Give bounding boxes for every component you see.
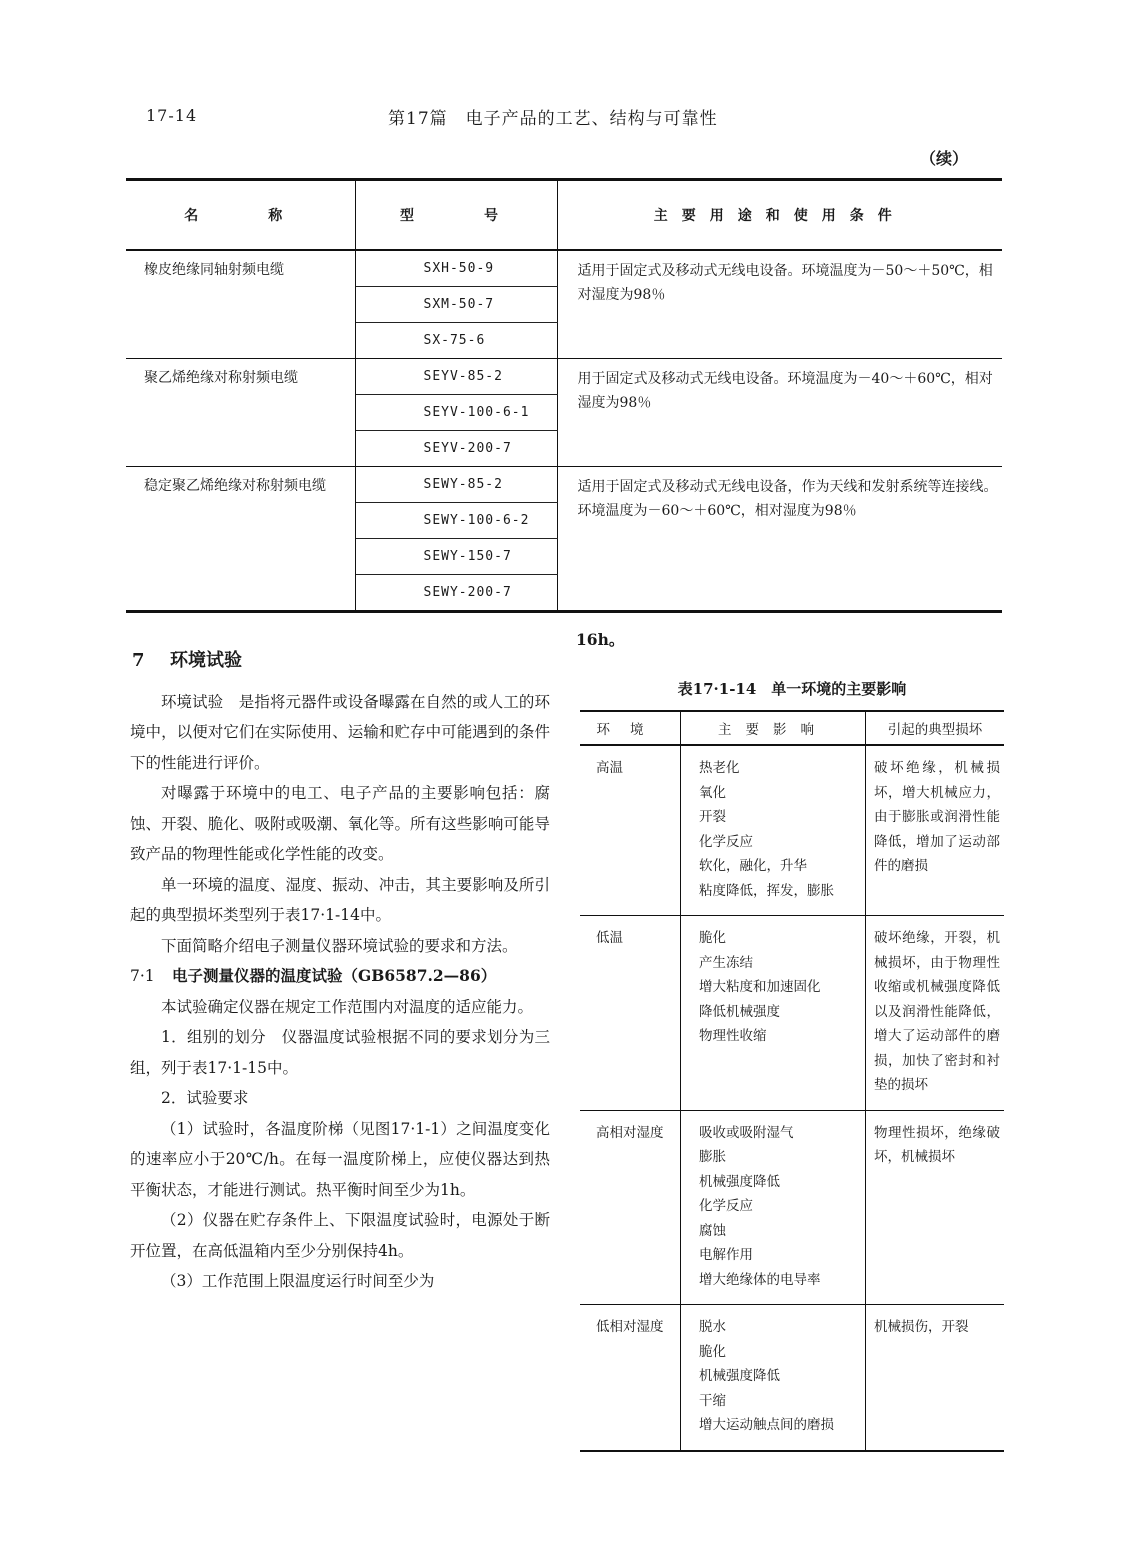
table-row — [580, 1110, 1004, 1305]
table-row — [126, 359, 1002, 395]
cable-model: SXH-50-9 — [355, 250, 557, 287]
header-name: 名 称 — [126, 180, 355, 251]
damage-cell: 机械损伤，开裂 — [866, 1305, 1005, 1451]
effect-item: 腐蚀 — [699, 1222, 726, 1239]
effect-item: 产生冻结 — [699, 954, 753, 971]
cable-table — [126, 178, 1002, 613]
page-header — [128, 96, 1004, 136]
effect-item: 脱水 — [699, 1319, 726, 1335]
damage-cell: 破坏绝缘，开裂，机械损坏，由于物理性收缩或机械强度降低以及润滑性能降低，增大了运动部件的磨损，加快了密封和衬垫的损坏 — [866, 916, 1005, 1111]
cable-model: SEWY-100-6-2 — [355, 503, 557, 539]
effect-item: 脆化 — [699, 930, 726, 946]
cable-usage: 适用于固定式及移动式无线电设备，作为天线和发射系统等连接线。环境温度为－60～＋60℃，相对湿度为98％ — [557, 467, 1002, 612]
header-model: 型 号 — [355, 180, 557, 251]
effect-item: 降低机械强度 — [699, 1003, 780, 1020]
section-number: 7 — [132, 650, 145, 671]
header-usage: 主要用途和使用条件 — [557, 180, 1002, 251]
effect-item: 粘度降低，挥发，膨胀 — [699, 882, 834, 899]
cable-name: 橡皮绝缘同轴射频电缆 — [126, 250, 355, 359]
effect-item: 膨胀 — [699, 1149, 726, 1165]
chapter-title: 第17篇 电子产品的工艺、结构与可靠性 — [388, 109, 718, 129]
header-effects: 主要影响 — [681, 711, 866, 745]
cable-model: SEWY-85-2 — [355, 467, 557, 503]
table-row — [580, 745, 1004, 916]
effect-item: 增大运动触点间的磨损 — [699, 1417, 834, 1433]
table-caption: 表17·1-14 单一环境的主要影响 — [677, 680, 907, 698]
cable-model: SEYV-85-2 — [355, 359, 557, 395]
cable-model: SEYV-100-6-1 — [355, 395, 557, 431]
header-damage: 引起的典型损坏 — [866, 711, 1005, 745]
paragraph: 环境试验 是指将元器件或设备曝露在自然的或人工的环境中，以便对它们在实际使用、运输和贮存中可能遇到的条件下的性能进行评价。 — [130, 692, 550, 772]
effect-item: 软化，融化，升华 — [699, 858, 807, 874]
table-row — [580, 1305, 1004, 1451]
cable-name: 聚乙烯绝缘对称射频电缆 — [126, 359, 355, 467]
header-environment: 环境 — [580, 711, 681, 745]
section-heading — [130, 646, 550, 677]
effects-cell — [681, 1110, 866, 1305]
paragraph: （2）仪器在贮存条件上、下限温度试验时，电源处于断开位置，在高低温箱内至少分别保持4h。 — [130, 1211, 550, 1260]
cable-usage: 适用于固定式及移动式无线电设备。环境温度为－50～＋50℃，相对湿度为98％ — [557, 250, 1002, 359]
paragraph: 本试验确定仪器在规定工作范围内对温度的适应能力。 — [161, 997, 534, 1016]
cable-model: SX-75-6 — [355, 323, 557, 359]
effect-item: 开裂 — [699, 809, 726, 825]
effect-item: 脆化 — [699, 1343, 726, 1360]
page-number: 17-14 — [146, 106, 198, 125]
subsection-heading — [130, 961, 550, 992]
effect-item: 吸收或吸附湿气 — [699, 1124, 794, 1141]
paragraph: 单一环境的温度、湿度、振动、冲击，其主要影响及所引起的典型损坏类型列于表17·1-14中。 — [130, 875, 550, 924]
effects-cell — [681, 1305, 866, 1451]
effect-item: 机械强度降低 — [699, 1173, 780, 1190]
environment-cell: 低相对湿度 — [580, 1305, 681, 1451]
table-header-row — [580, 711, 1004, 745]
environment-cell: 低温 — [580, 916, 681, 1111]
paragraph: 2．试验要求 — [161, 1089, 249, 1107]
continued-text: 16h。 — [576, 630, 625, 649]
cable-model: SEYV-200-7 — [355, 431, 557, 467]
effects-cell — [681, 745, 866, 916]
table-row — [126, 467, 1002, 503]
cable-model: SXM-50-7 — [355, 287, 557, 323]
environment-cell: 高温 — [580, 745, 681, 916]
effect-item: 热老化 — [699, 760, 740, 776]
effect-item: 干缩 — [699, 1392, 726, 1409]
cable-model: SEWY-150-7 — [355, 539, 557, 575]
effect-item: 机械强度降低 — [699, 1368, 780, 1384]
effect-item: 增大粘度和加速固化 — [699, 979, 821, 995]
effect-item: 增大绝缘体的电导率 — [699, 1271, 821, 1288]
effects-cell — [681, 916, 866, 1111]
continued-label: （续） — [919, 149, 968, 168]
effect-item: 电解作用 — [699, 1247, 753, 1263]
subsection-number: 7·1 — [130, 967, 155, 985]
damage-cell: 物理性损坏，绝缘破坏，机械损坏 — [866, 1110, 1005, 1305]
subsection-title: 电子测量仪器的温度试验（GB6587.2—86） — [172, 966, 497, 985]
effect-item: 化学反应 — [699, 833, 753, 850]
cable-usage: 用于固定式及移动式无线电设备。环境温度为－40～＋60℃，相对湿度为98％ — [557, 359, 1002, 467]
environment-cell: 高相对湿度 — [580, 1110, 681, 1305]
left-column — [130, 640, 550, 1297]
damage-cell: 破坏绝缘，机械损坏，增大机械应力，由于膨胀或润滑性能降低，增加了运动部件的磨损 — [866, 745, 1005, 916]
cable-model: SEWY-200-7 — [355, 575, 557, 612]
table-row — [580, 916, 1004, 1111]
table-header-row — [126, 180, 1002, 251]
effect-item: 物理性收缩 — [699, 1028, 767, 1044]
paragraph: 1．组别的划分 仪器温度试验根据不同的要求划分为三组，列于表17·1-15中。 — [130, 1028, 550, 1077]
paragraph: （3）工作范围上限温度运行时间至少为 — [161, 1272, 435, 1290]
paragraph: 对曝露于环境中的电工、电子产品的主要影响包括：腐蚀、开裂、脆化、吸附或吸潮、氧化等。所有这些影响可能导致产品的物理性能或化学性能的改变。 — [130, 784, 550, 863]
section-title: 环境试验 — [170, 650, 242, 671]
table-row — [126, 250, 1002, 287]
paragraph: 下面简略介绍电子测量仪器环境试验的要求和方法。 — [161, 936, 518, 955]
cable-name: 稳定聚乙烯绝缘对称射频电缆 — [126, 467, 355, 612]
effect-item: 化学反应 — [699, 1198, 753, 1214]
environment-table — [580, 710, 1004, 1452]
effect-item: 氧化 — [699, 784, 726, 801]
paragraph: （1）试验时，各温度阶梯（见图17·1-1）之间温度变化的速率应小于20℃/h。在每一温度阶梯上，应使仪器达到热平衡状态，才能进行测试。热平衡时间至少为1h。 — [130, 1119, 550, 1199]
